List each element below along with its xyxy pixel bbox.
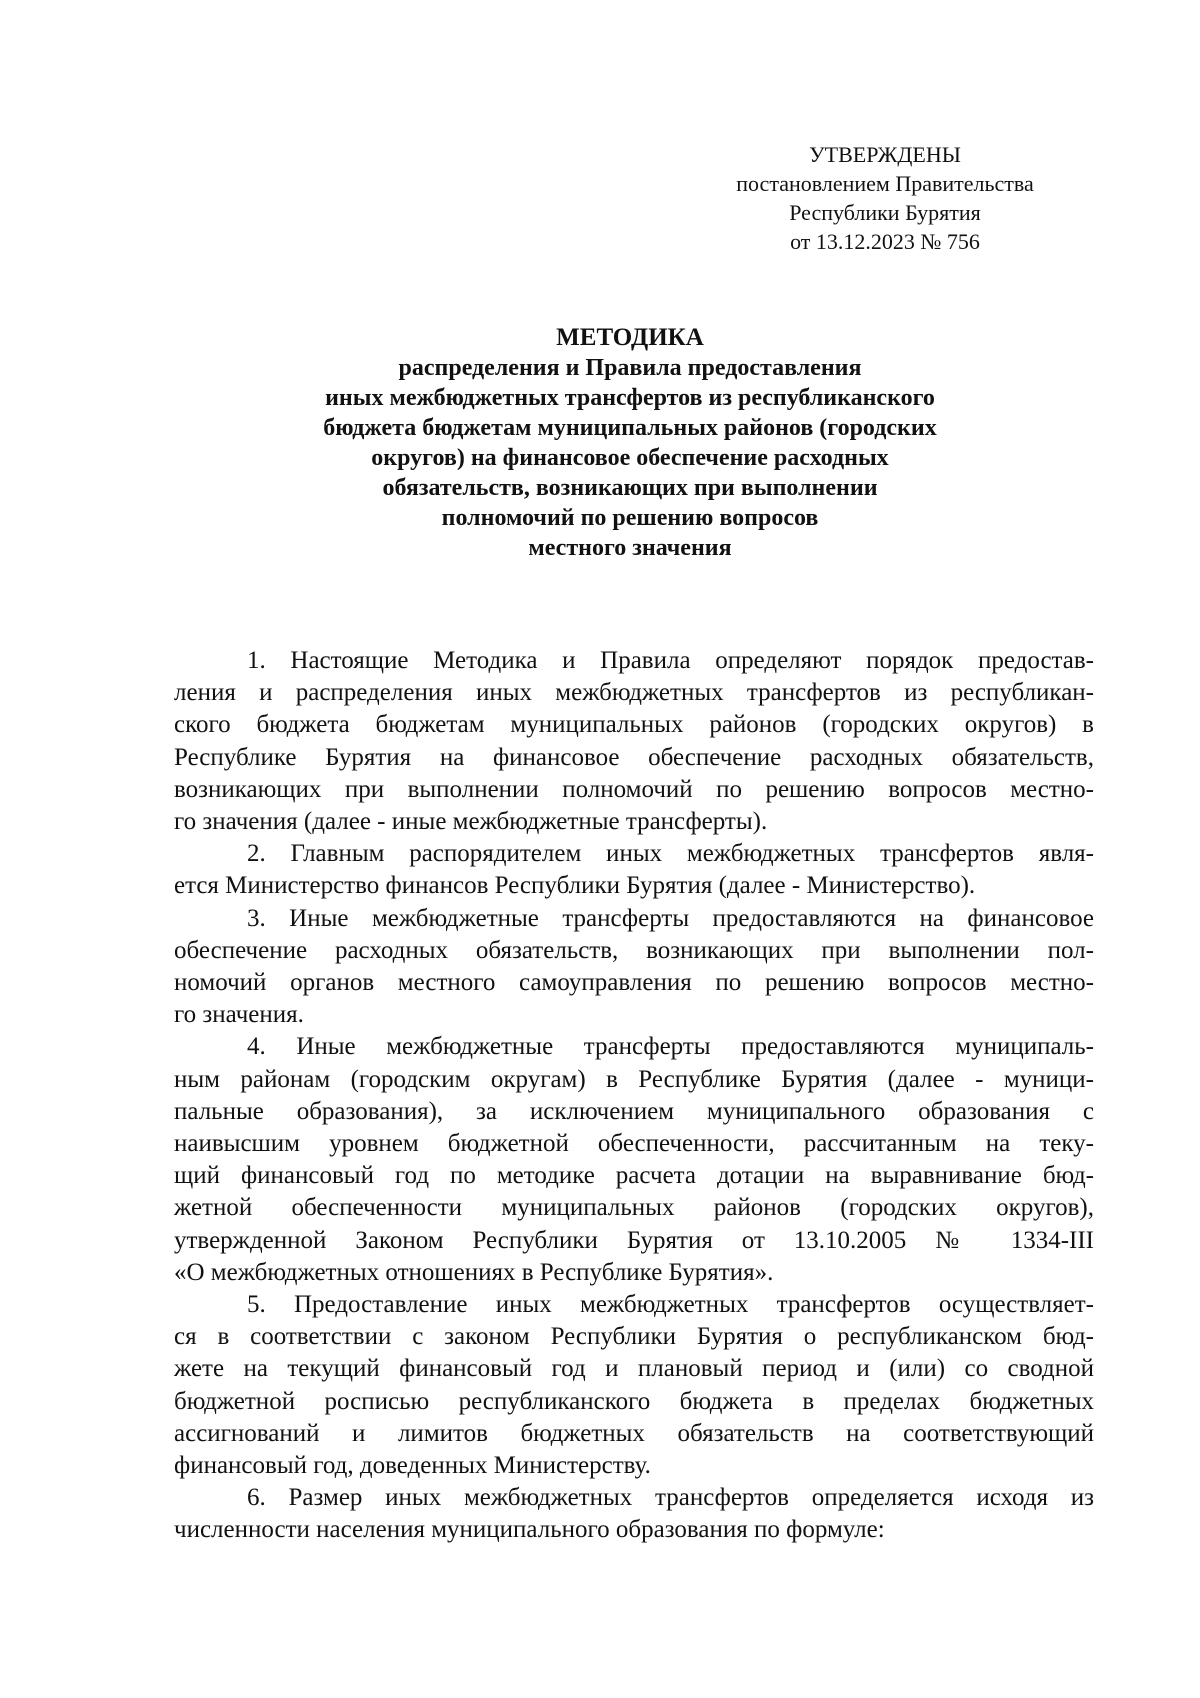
text-line: го значения (далее - иные межбюджетные трансферты). <box>174 808 768 836</box>
text-line: Республике Бурятия на финансовое обеспечение расходных обязательств, <box>174 743 1094 771</box>
text-line: ется Министерство финансов Республики Бурятия (далее - Министерство). <box>174 872 976 900</box>
text-line: 6. Размер иных межбюджетных трансфертов определяется исходя из <box>247 1484 1094 1512</box>
text-line: 5. Предоставление иных межбюджетных трансфертов осуществляет- <box>247 1291 1094 1319</box>
text-line: наивысшим уровнем бюджетной обеспеченности, рассчитанным на теку- <box>174 1130 1094 1158</box>
text-line: ассигнований и лимитов бюджетных обязательств на соответствующий <box>174 1419 1094 1447</box>
text-line: ным районам (городским округам) в Республике Бурятия (далее - муници- <box>174 1065 1094 1093</box>
document-title-main: МЕТОДИКА <box>556 324 704 351</box>
text-line: финансовый год, доведенных Министерству. <box>174 1452 651 1480</box>
text-line: 4. Иные межбюджетные трансферты предоставляются муниципаль- <box>247 1033 1094 1061</box>
document-title-line: местного значения <box>528 535 732 561</box>
text-line: утвержденной Законом Республики Бурятия от 13.10.2005 № 1334-III <box>174 1226 1094 1254</box>
text-line: ления и распределения иных межбюджетных трансфертов из республикан- <box>174 679 1094 707</box>
approval-line: постановлением Правительства <box>736 171 1034 196</box>
paragraph-4 <box>174 1031 1094 1289</box>
paragraph-6 <box>174 1482 1094 1546</box>
paragraph-5 <box>174 1289 1094 1482</box>
document-body <box>174 645 1094 1547</box>
document-title-line: округов) на финансовое обеспечение расходных <box>371 445 889 471</box>
paragraph-3 <box>174 903 1094 1032</box>
document-title-line: бюджета бюджетам муниципальных районов (городских <box>323 415 937 441</box>
text-line: жете на текущий финансовый год и плановый период и (или) со сводной <box>174 1355 1094 1383</box>
text-line: ского бюджета бюджетам муниципальных районов (городских округов) в <box>174 711 1094 739</box>
text-line: номочий органов местного самоуправления по решению вопросов местно- <box>174 969 1094 997</box>
text-line: щий финансовый год по методике расчета дотации на выравнивание бюд- <box>174 1162 1094 1190</box>
approval-line: Республики Бурятия <box>789 200 981 225</box>
document-title-line: полномочий по решению вопросов <box>441 505 819 531</box>
text-line: «О межбюджетных отношениях в Республике Бурятия». <box>174 1258 774 1286</box>
text-line: пальные образования), за исключением муниципального образования с <box>174 1097 1094 1125</box>
text-line: 1. Настоящие Методика и Правила определяют порядок предостав- <box>247 647 1094 674</box>
document-title-line: распределения и Правила предоставления <box>398 355 862 381</box>
paragraph-2 <box>174 838 1094 902</box>
text-line: 2. Главным распорядителем иных межбюджетных трансфертов явля- <box>247 840 1094 868</box>
paragraph-1 <box>174 645 1094 838</box>
text-line: численности населения муниципального образования по формуле: <box>174 1516 885 1544</box>
document-title <box>160 323 1100 563</box>
document-title-line: обязательств, возникающих при выполнении <box>382 475 878 501</box>
text-line: 3. Иные межбюджетные трансферты предоставляются на финансовое <box>247 904 1094 932</box>
approval-line: УТВЕРЖДЕНЫ <box>809 142 961 167</box>
text-line: возникающих при выполнении полномочий по решению вопросов местно- <box>174 775 1094 803</box>
text-line: ся в соответствии с законом Республики Бурятия о республиканском бюд- <box>174 1323 1094 1351</box>
text-line: жетной обеспеченности муниципальных районов (городских округов), <box>174 1194 1094 1222</box>
document-title-line: иных межбюджетных трансфертов из республиканского <box>325 385 935 411</box>
text-line: бюджетной росписью республиканского бюджета в пределах бюджетных <box>174 1387 1094 1415</box>
approval-line: от 13.12.2023 № 756 <box>790 229 980 254</box>
text-line: обеспечение расходных обязательств, возникающих при выполнении пол- <box>174 936 1094 964</box>
approval-stamp <box>690 140 1080 256</box>
text-line: го значения. <box>174 1001 304 1029</box>
